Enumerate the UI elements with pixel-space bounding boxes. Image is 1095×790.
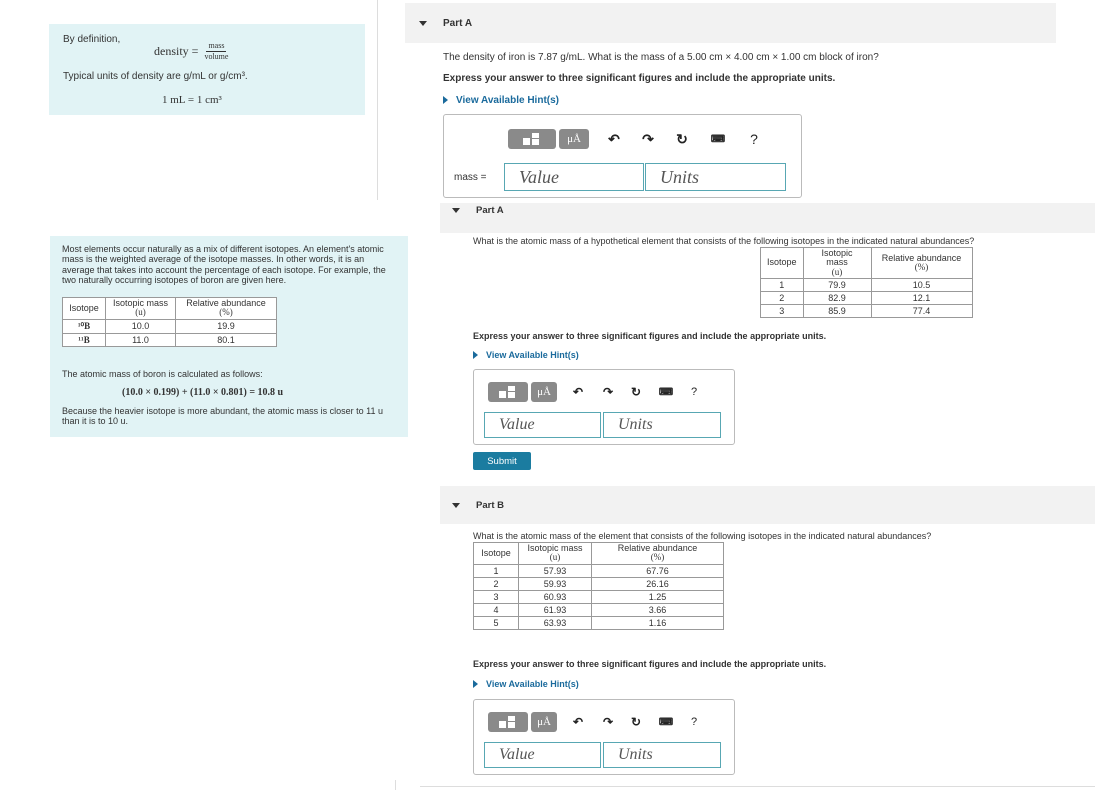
col-mass-unit: (u) bbox=[831, 266, 843, 277]
keyboard-icon[interactable]: ⌨ bbox=[710, 133, 726, 145]
part-a1-instruction: Express your answer to three significant figures and include the appropriate units. bbox=[443, 73, 836, 84]
col-mass bbox=[519, 543, 592, 565]
table-row bbox=[761, 279, 973, 292]
templates-button[interactable] bbox=[508, 129, 556, 149]
abundance-cell: 10.5 bbox=[871, 279, 972, 292]
abundance-cell: 26.16 bbox=[592, 577, 724, 590]
bottom-divider bbox=[420, 786, 1095, 787]
abundance-cell: 1.16 bbox=[592, 616, 724, 629]
mass-cell: 63.93 bbox=[519, 616, 592, 629]
part-b-toolbar bbox=[488, 712, 708, 732]
col-mass bbox=[803, 248, 871, 279]
templates-icon bbox=[499, 716, 517, 728]
part-b-table bbox=[473, 542, 724, 630]
density-fraction bbox=[204, 42, 228, 61]
hint-arrow-icon bbox=[473, 351, 478, 359]
isotope-info-box bbox=[50, 236, 408, 437]
part-a1-units-input[interactable]: Units bbox=[645, 163, 786, 191]
part-a2-table bbox=[760, 247, 973, 318]
table-row bbox=[474, 577, 724, 590]
abundance-cell: 3.66 bbox=[592, 603, 724, 616]
help-icon[interactable]: ? bbox=[690, 716, 698, 728]
part-b-header[interactable] bbox=[440, 486, 1095, 524]
part-a2-units-input[interactable]: Units bbox=[603, 412, 721, 438]
reset-icon[interactable]: ↻ bbox=[630, 385, 642, 399]
part-b-hint-text: View Available Hint(s) bbox=[486, 679, 579, 689]
isotope-cell: 1 bbox=[474, 564, 519, 577]
help-icon[interactable]: ? bbox=[690, 386, 698, 398]
fraction-numerator: mass bbox=[208, 41, 225, 50]
redo-icon[interactable]: ↷ bbox=[602, 715, 614, 729]
units-button[interactable]: μÅ bbox=[531, 712, 557, 732]
part-a1-value-input[interactable]: Value bbox=[504, 163, 644, 191]
table-row bbox=[474, 590, 724, 603]
part-a1-title: Part A bbox=[443, 17, 473, 29]
calc-conclusion: Because the heavier isotope is more abundant, the atomic mass is closer to 11 u than it is to 10 u. bbox=[62, 406, 384, 427]
density-typical-units: Typical units of density are g/mL or g/cm³. bbox=[63, 71, 248, 82]
table-row bbox=[474, 616, 724, 629]
part-a2-instruction: Express your answer to three significant figures and include the appropriate units. bbox=[473, 331, 827, 341]
col-abund-unit: (%) bbox=[219, 307, 233, 318]
col-mass-label: Isotopic mass bbox=[821, 248, 853, 268]
col-isotope: Isotope bbox=[63, 298, 106, 320]
part-a1-toolbar bbox=[508, 129, 768, 149]
table-row bbox=[474, 603, 724, 616]
isotope-cell: ¹¹B bbox=[63, 333, 106, 346]
isotope-cell: 1 bbox=[761, 279, 804, 292]
col-mass-label: Isotopic mass bbox=[112, 298, 169, 308]
part-a2-hint-link[interactable] bbox=[473, 350, 579, 360]
mass-cell: 61.93 bbox=[519, 603, 592, 616]
part-a1-question: The density of iron is 7.87 g/mL. What is the mass of a 5.00 cm × 4.00 cm × 1.00 cm block of iron? bbox=[443, 52, 879, 63]
redo-icon[interactable]: ↷ bbox=[642, 130, 654, 147]
templates-button[interactable] bbox=[488, 712, 528, 732]
col-isotope: Isotope bbox=[761, 248, 804, 279]
table-row bbox=[761, 292, 973, 305]
submit-button[interactable]: Submit bbox=[473, 452, 531, 470]
col-mass-unit: (u) bbox=[549, 552, 561, 563]
isotope-intro: Most elements occur naturally as a mix of different isotopes. An element's atomic mass is the weighted average of the isotope masses. In other words, it is an average that takes into account the percentage of each isotope. For example, the two naturally occurring isotopes of boron are given here. bbox=[62, 244, 386, 286]
col-abund-label: Relative abundance bbox=[186, 298, 266, 308]
isotope-cell: 4 bbox=[474, 603, 519, 616]
collapse-caret-icon[interactable] bbox=[452, 503, 460, 508]
column-divider-lower bbox=[395, 780, 396, 790]
isotope-cell: ¹⁰B bbox=[63, 319, 106, 333]
part-a2-question: What is the atomic mass of a hypothetical element that consists of the following isotopes in the indicated natural abundances? bbox=[473, 236, 975, 246]
part-b-hint-link[interactable] bbox=[473, 679, 579, 689]
col-abund-label: Relative abundance bbox=[881, 252, 962, 263]
abundance-cell: 77.4 bbox=[871, 305, 972, 318]
isotope-cell: 2 bbox=[761, 292, 804, 305]
col-abund-unit: (%) bbox=[914, 262, 929, 273]
reset-icon[interactable]: ↻ bbox=[630, 715, 642, 729]
density-info-box bbox=[49, 24, 365, 115]
help-icon[interactable]: ? bbox=[750, 131, 758, 147]
part-b-title: Part B bbox=[476, 499, 504, 511]
part-a2-header[interactable] bbox=[440, 203, 1095, 233]
abundance-cell: 80.1 bbox=[176, 333, 277, 346]
hint-arrow-icon bbox=[443, 96, 448, 104]
abundance-cell: 1.25 bbox=[592, 590, 724, 603]
undo-icon[interactable]: ↶ bbox=[608, 130, 620, 147]
templates-icon bbox=[523, 133, 541, 145]
isotope-cell: 3 bbox=[474, 590, 519, 603]
mass-cell: 60.93 bbox=[519, 590, 592, 603]
fraction-denominator: volume bbox=[204, 52, 229, 61]
table-row bbox=[63, 333, 277, 346]
isotope-cell: 5 bbox=[474, 616, 519, 629]
part-b-instruction: Express your answer to three significant figures and include the appropriate units. bbox=[473, 659, 827, 669]
abundance-cell: 19.9 bbox=[176, 319, 277, 333]
col-abundance bbox=[176, 298, 277, 320]
part-a1-hint-text: View Available Hint(s) bbox=[456, 95, 559, 106]
mass-cell: 79.9 bbox=[803, 279, 871, 292]
density-by-definition: By definition, bbox=[63, 34, 121, 45]
mass-cell: 59.93 bbox=[519, 577, 592, 590]
units-button[interactable]: μÅ bbox=[559, 129, 589, 149]
density-formula bbox=[154, 42, 228, 61]
collapse-caret-icon[interactable] bbox=[452, 208, 460, 213]
part-a2-hint-text: View Available Hint(s) bbox=[486, 350, 579, 360]
table-row bbox=[474, 564, 724, 577]
abundance-cell: 67.76 bbox=[592, 564, 724, 577]
density-word: density = bbox=[154, 44, 199, 58]
isotope-cell: 2 bbox=[474, 577, 519, 590]
part-a2-answer-panel bbox=[473, 369, 735, 445]
part-b-answer-panel bbox=[473, 699, 735, 775]
col-abund-label: Relative abundance bbox=[617, 543, 698, 553]
calc-equation: (10.0 × 0.199) + (11.0 × 0.801) = 10.8 u bbox=[122, 387, 284, 398]
keyboard-icon[interactable]: ⌨ bbox=[658, 386, 674, 398]
templates-button[interactable] bbox=[488, 382, 528, 402]
col-isotope: Isotope bbox=[474, 543, 519, 565]
table-row bbox=[63, 319, 277, 333]
mass-cell: 57.93 bbox=[519, 564, 592, 577]
mass-label: mass = bbox=[454, 172, 487, 183]
undo-icon[interactable]: ↶ bbox=[572, 715, 584, 729]
col-abund-unit: (%) bbox=[650, 552, 665, 563]
isotope-cell: 3 bbox=[761, 305, 804, 318]
mass-cell: 85.9 bbox=[803, 305, 871, 318]
mass-cell: 11.0 bbox=[106, 333, 176, 346]
col-abundance bbox=[871, 248, 972, 279]
part-a1-answer-panel bbox=[443, 114, 802, 198]
keyboard-icon[interactable]: ⌨ bbox=[658, 716, 674, 728]
part-a1-header[interactable] bbox=[405, 3, 1056, 43]
col-mass-unit: (u) bbox=[135, 307, 146, 318]
undo-icon[interactable]: ↶ bbox=[572, 385, 584, 399]
abundance-cell: 12.1 bbox=[871, 292, 972, 305]
col-mass bbox=[106, 298, 176, 320]
density-equivalence: 1 mL = 1 cm³ bbox=[162, 94, 222, 106]
mass-cell: 82.9 bbox=[803, 292, 871, 305]
column-divider bbox=[377, 0, 378, 200]
mass-cell: 10.0 bbox=[106, 319, 176, 333]
hint-arrow-icon bbox=[473, 680, 478, 688]
calc-intro: The atomic mass of boron is calculated as follows: bbox=[62, 369, 263, 379]
part-b-units-input[interactable]: Units bbox=[603, 742, 721, 768]
redo-icon[interactable]: ↷ bbox=[602, 385, 614, 399]
collapse-caret-icon[interactable] bbox=[419, 21, 427, 26]
col-abundance bbox=[592, 543, 724, 565]
reset-icon[interactable]: ↻ bbox=[676, 130, 688, 147]
units-button[interactable]: μÅ bbox=[531, 382, 557, 402]
part-a2-title: Part A bbox=[476, 205, 504, 216]
col-mass-label: Isotopic mass bbox=[527, 543, 583, 553]
boron-table bbox=[62, 297, 277, 347]
part-a1-hint-link[interactable] bbox=[443, 95, 559, 106]
table-row bbox=[761, 305, 973, 318]
part-a2-value-input[interactable]: Value bbox=[484, 412, 601, 438]
part-b-value-input[interactable]: Value bbox=[484, 742, 601, 768]
templates-icon bbox=[499, 386, 517, 398]
part-a2-toolbar bbox=[488, 382, 708, 402]
part-b-question: What is the atomic mass of the element that consists of the following isotopes in the indicated natural abundances? bbox=[473, 531, 932, 541]
